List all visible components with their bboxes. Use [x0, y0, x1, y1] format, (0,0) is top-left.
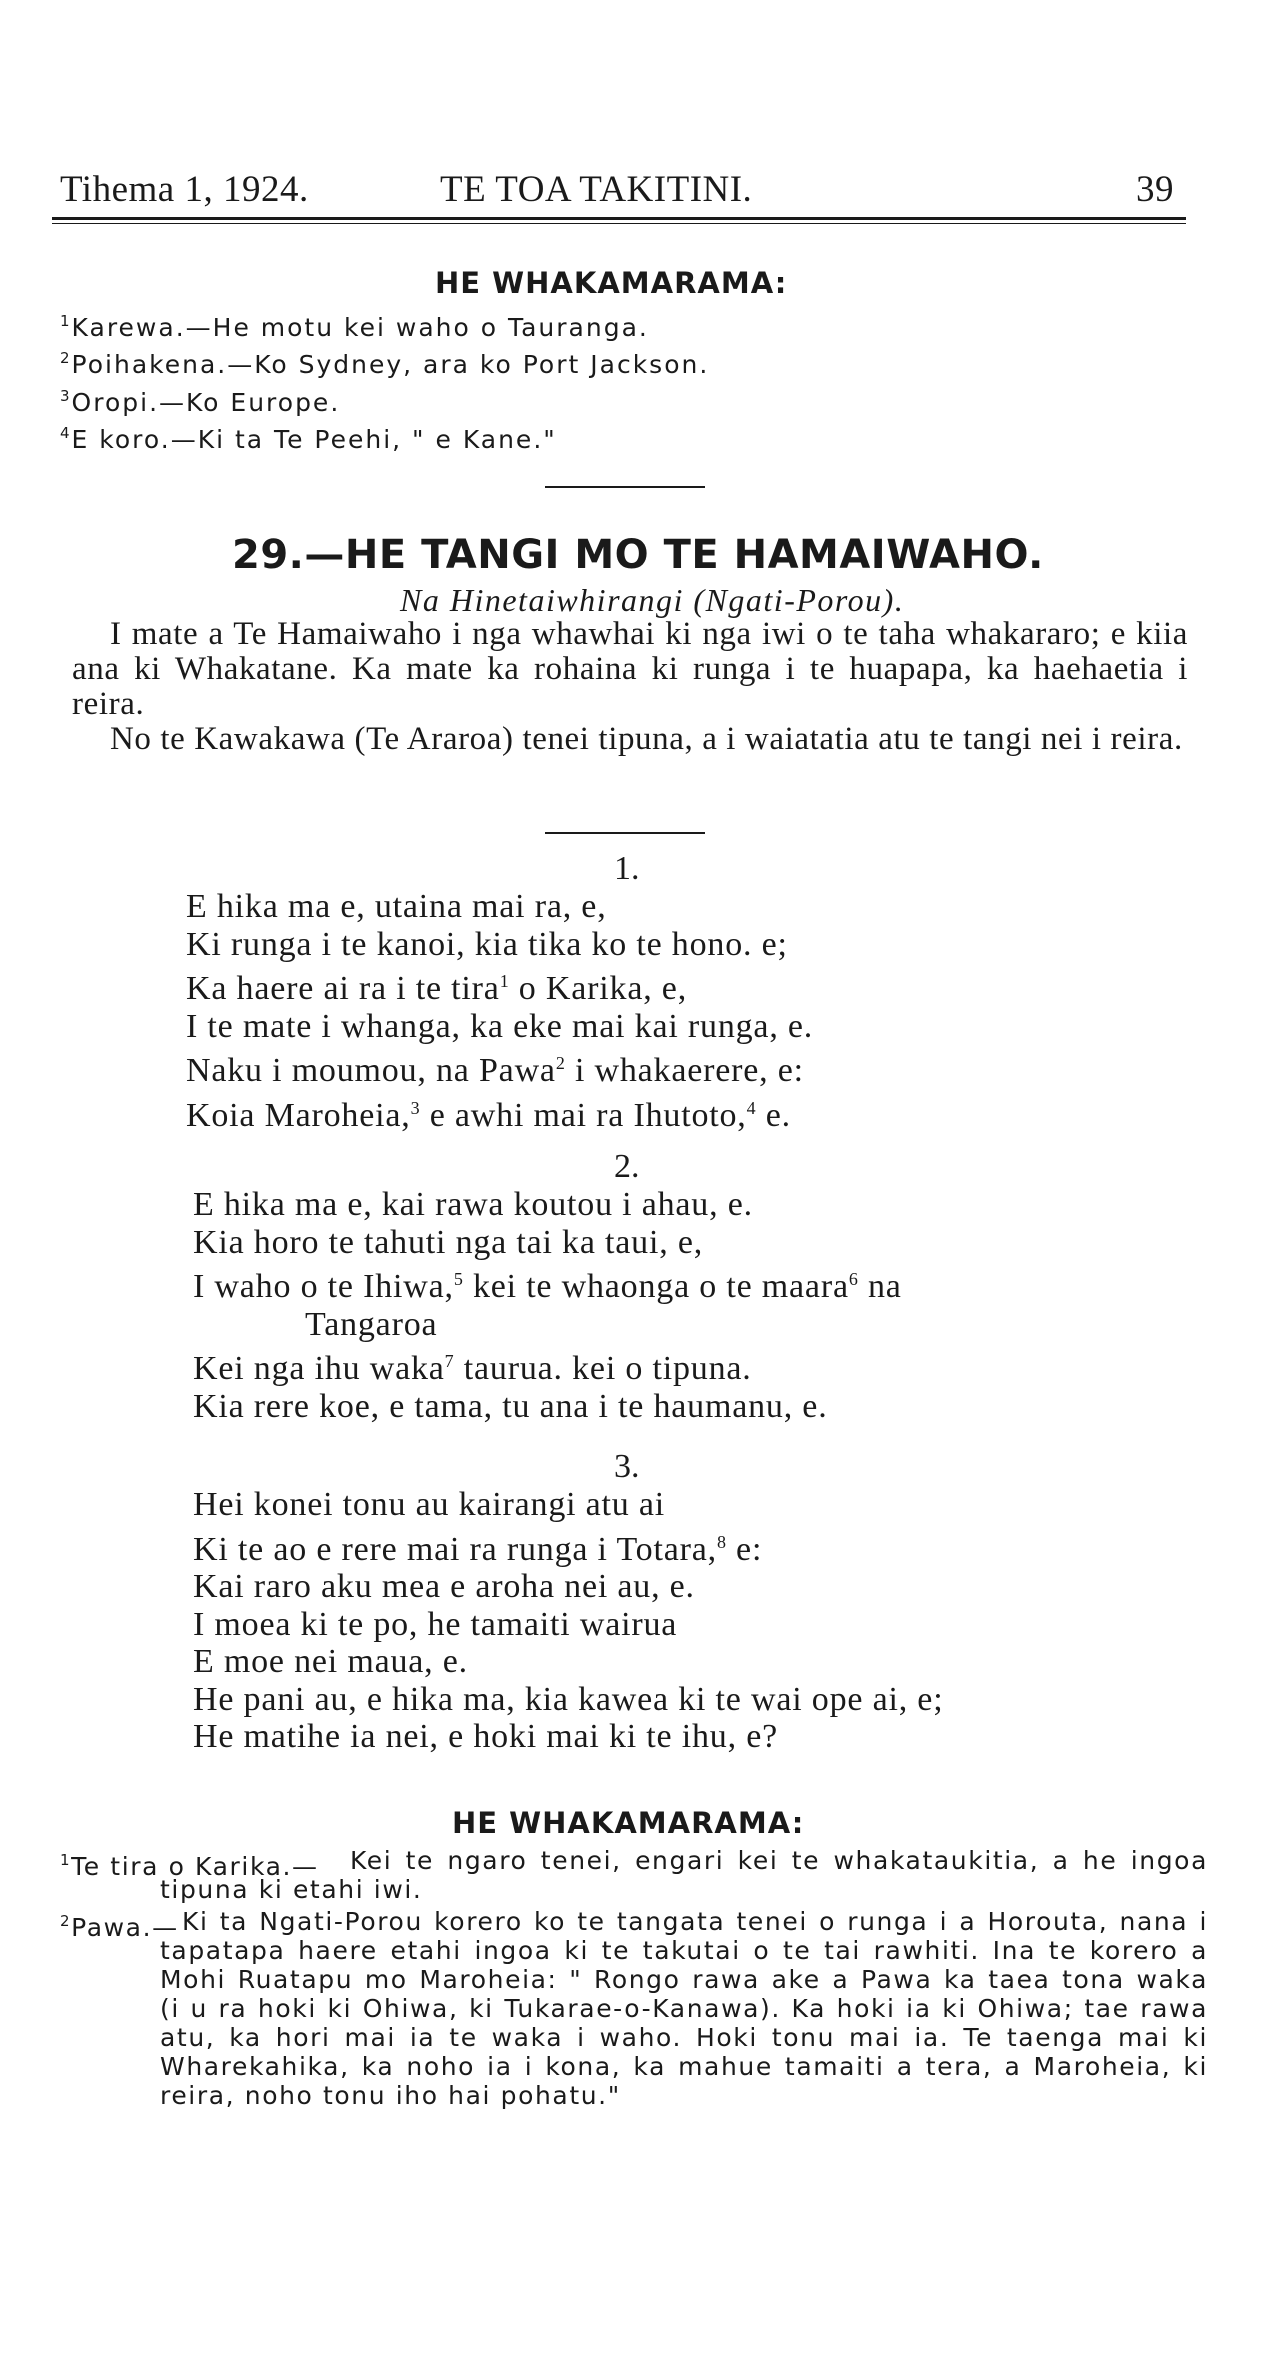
verse-line: Ki runga i te kanoi, kia tika ko te hono. e;: [186, 925, 788, 963]
stanza: [193, 1486, 943, 1756]
stanza: [186, 888, 813, 1134]
verse-line: Kei nga ihu waka$^7$ taurua. kei o tipuna.: [193, 1350, 752, 1387]
verse-line: Ki te ao e rere mai ra runga i Totara,$^8$ e:: [193, 1530, 763, 1568]
intro-paragraph: No te Kawakawa (Te Araroa) tenei tipuna, a i waiatatia atu te tangi nei i reira.: [110, 721, 1183, 757]
page-number: 39: [1136, 169, 1174, 210]
note-item: $^4$E koro.—Ki ta Te Peehi, " e Kane.": [60, 424, 557, 454]
verse-line: Hei konei tonu au kairangi atu ai: [193, 1486, 666, 1523]
verse-line: E moe nei maua, e.: [193, 1643, 468, 1680]
verse-line: Naku i moumou, na Pawa$^2$ i whakaerere, e:: [186, 1052, 804, 1089]
verse-line: I moea ki te po, he tamaiti wairua: [193, 1605, 678, 1643]
section-divider: [545, 832, 705, 834]
song-byline: Na Hinetaiwhirangi (Ngati-Porou).: [400, 582, 905, 618]
verse-line: He pani au, e hika ma, kia kawea ki te wai ope ai, e;: [193, 1680, 944, 1718]
footnote-ref: 1: [499, 971, 510, 991]
footnotes: [60, 1846, 1208, 2113]
verse-line: I te mate i whanga, ka eke mai kai runga, e.: [186, 1007, 814, 1045]
intro-paragraph: I mate a Te Hamaiwaho i nga whawhai ki nga iwi o te taha whakararo; e kiia ana ki Whakatane. Ka mate ka rohaina ki runga i te huapapa, ka haehaetia i reira.: [72, 616, 1188, 722]
notes-heading: HE WHAKAMARAMA:: [435, 266, 788, 300]
footnote-ref: 7: [444, 1351, 455, 1371]
header-rule: [52, 217, 1186, 220]
note-item: $^1$Karewa.—He motu kei waho o Tauranga.: [60, 312, 649, 342]
verse-line: Kai raro aku mea e aroha nei au, e.: [193, 1568, 695, 1605]
stanza-number: 1.: [614, 850, 640, 887]
footnote-item: $^1$Te tira o Karika.— Kei te ngaro tenei, engari kei te whakataukitia, a he ingoa tipuna ki etahi iwi.: [60, 1846, 1208, 1904]
note-item: $^3$Oropi.—Ko Europe.: [60, 387, 341, 417]
stanza-number: 3.: [614, 1448, 640, 1485]
footnote-ref: 6: [848, 1269, 859, 1289]
verse-line: I waho o te Ihiwa,$^5$ kei te whaonga o te maara$^6$ na: [193, 1268, 902, 1305]
section-divider: [545, 486, 705, 488]
verse-line: Ka haere ai ra i te tira$^1$ o Karika, e,: [186, 970, 687, 1007]
stanza: [193, 1186, 902, 1425]
song-introduction: [72, 617, 1188, 757]
verse-line: E hika ma e, utaina mai ra, e,: [186, 888, 607, 925]
issue-date: Tihema 1, 1924.: [60, 169, 309, 210]
verse-line: Kia rere koe, e tama, tu ana i te haumanu, e.: [193, 1387, 828, 1425]
verse-line: E hika ma e, kai rawa koutou i ahau, e.: [193, 1186, 753, 1223]
footnote-ref: 2: [555, 1053, 566, 1073]
verse-line: Koia Maroheia,$^3$ e awhi mai ra Ihutoto,$^4$ e.: [186, 1096, 791, 1134]
verse-line: Kia horo te tahuti nga tai ka taui, e,: [193, 1223, 704, 1261]
footnote-ref: 3: [410, 1097, 421, 1118]
footnote-ref: 8: [716, 1531, 727, 1552]
footnote-ref: 4: [746, 1097, 757, 1118]
stanza-number: 2.: [614, 1148, 640, 1185]
footnote-item: $^2$Pawa.— Ki ta Ngati-Porou korero ko te tangata tenei o runga i a Horouta, nana i tapatapa haere etahi ingoa ki te takutai o te tai rawhiti. Ina te korero a Mohi Ruatapu mo Maroheia: " Rongo rawa ake a Pawa ka taea tona waka (i u ra hoki ki Ohiwa, ki Tukarae-o-Kanawa). Ka hoki ia ki Ohiwa; tae rawa atu, ka hori mai ia te waka i waho. Hoki tonu mai ia. Te taenga mai ki Wharekahika, ka noho ia i kona, ka mahue tamaiti a tera, a Maroheia, ki reira, noho tonu iho hai pohatu.": [60, 1907, 1208, 2110]
journal-title: TE TOA TAKITINI.: [440, 169, 753, 210]
note-item: $^2$Poihakena.—Ko Sydney, ara ko Port Jackson.: [60, 349, 710, 379]
footnote-ref: 5: [453, 1269, 464, 1289]
verse-line: He matihe ia nei, e hoki mai ki te ihu, e?: [193, 1718, 778, 1755]
song-title: 29.—HE TANGI MO TE HAMAIWAHO.: [232, 532, 1044, 578]
notes-heading: HE WHAKAMARAMA:: [452, 1806, 805, 1840]
verse-line: Tangaroa: [305, 1305, 438, 1343]
header-rule-thin: [52, 223, 1186, 224]
running-header: [60, 168, 1180, 212]
